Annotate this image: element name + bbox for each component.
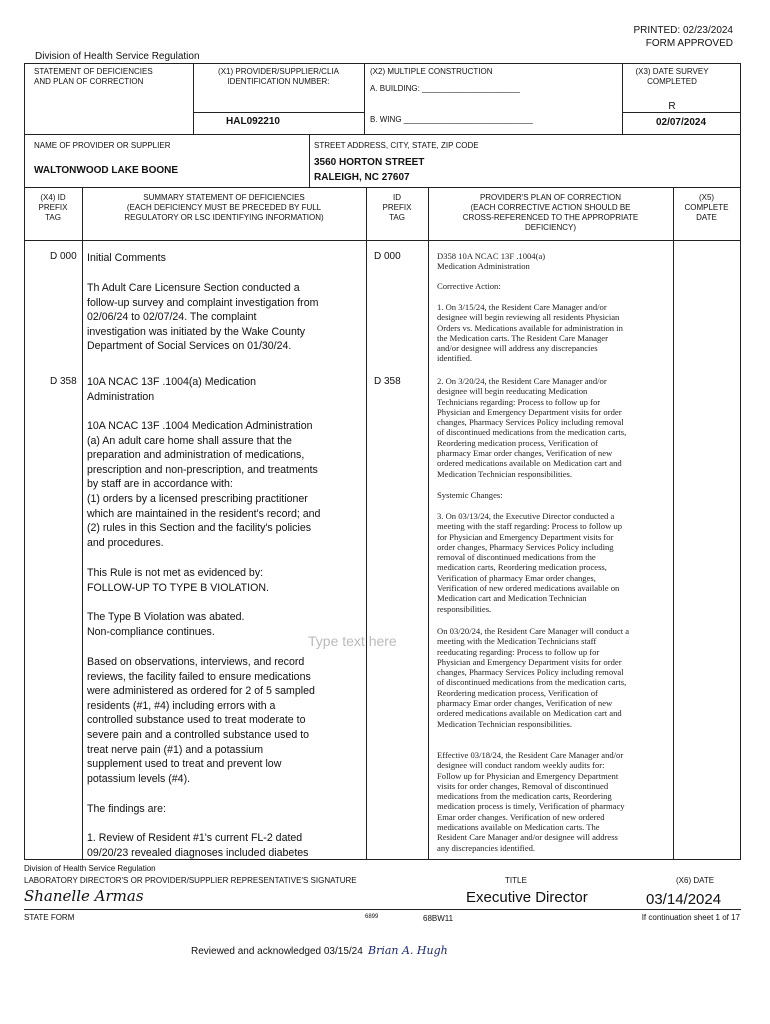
rule-left	[24, 63, 25, 859]
observations-text: Based on observations, interviews, and record reviews, the facility failed to ensure medications were administered as ordered for 2 of 5 sampled residents (#1, #4) including errors with a controlled substance used to treat moderate to severe pain and a controlled substance used to treat nerve pain (#1) and a potassium supplement used to treat and prevent low potassium levels (#4).	[87, 656, 315, 785]
rule-colheads	[24, 240, 741, 241]
plan-item-3: 3. On 03/13/24, the Executive Director conducted a meeting with the staff regarding: Process to follow up for Physician and Emergency Department visits for order changes, Pharmacy Services Policy including removal of discontinued medications from the medication carts, Reordering medication process, Verification of pharmacy Emar order changes, Verification of new ordered medications available on Medication cart and Medication Technician responsibilities.	[437, 511, 623, 614]
tag-d358-left: D 358	[50, 376, 77, 387]
signature-label: LABORATORY DIRECTOR'S OR PROVIDER/SUPPLIER REPRESENTATIVE'S SIGNATURE	[24, 876, 357, 885]
reviewer-signature: Brian A. Hugh	[368, 944, 448, 957]
plan-systemic-label: Systemic Changes:	[437, 490, 503, 500]
plan-item-4: On 03/20/24, the Resident Care Manager will conduct a meeting with the Medication Technicians staff reeducating regarding: Process to follow up for Physician and Emergency Department visits for order changes, Pharmacy Services Policy including removal of discontinued medications from the medication carts, Reordering medication process, Verification of pharmacy Emar order changes, Verification of new ordered medications available on Medication cart and Medication Technician responsibilities.	[437, 626, 630, 729]
wing-label: B. WING _____________________________	[370, 115, 533, 124]
col-head-plan: PROVIDER'S PLAN OF CORRECTION (EACH CORRECTIVE ACTION SHOULD BE CROSS-REFERENCED TO THE APPROPRIATE DEFICIENCY)	[462, 193, 639, 232]
rule-x3-split	[622, 112, 740, 113]
signer-title: Executive Director	[466, 889, 588, 906]
plan-item-1: 1. On 3/15/24, the Resident Care Manager and/or designee will begin reviewing all residents Physician Orders vs. Medications available for administration in the Medication carts. The Resident Care Manager and/or designee will address any discrepancies identified.	[437, 302, 623, 364]
plan-heading: D358 10A NCAC 13F .1004(a) Medication Administration	[437, 251, 546, 272]
statement-label: STATEMENT OF DEFICIENCIES AND PLAN OF CORRECTION	[34, 67, 153, 86]
type-text-placeholder[interactable]: Type text here	[308, 633, 397, 649]
rule-footer	[24, 859, 741, 860]
col-plan	[673, 187, 674, 859]
form-code-small: 6899	[365, 914, 379, 920]
x3-date: 02/07/2024	[655, 117, 707, 128]
col-summary	[366, 187, 367, 859]
state-form-label: STATE FORM	[24, 913, 75, 922]
rule-x2	[364, 63, 365, 134]
plan-corrective-label: Corrective Action:	[437, 281, 501, 291]
col-head-x5: (X5) COMPLETE DATE	[684, 193, 729, 222]
col-head-x4: (X4) ID PREFIX TAG	[38, 193, 68, 222]
x2-label: (X2) MULTIPLE CONSTRUCTION	[370, 67, 493, 76]
x3-label: (X3) DATE SURVEY COMPLETED	[635, 67, 709, 86]
address-line2: RALEIGH, NC 27607	[314, 172, 410, 183]
plan-item-5: Effective 03/18/24, the Resident Care Manager and/or designee will conduct random weekly audits for: Follow up for Physician and Emergency Department visits for order changes, Removal of discontinued medications from the medication carts, Reordering medication process is timely, Verification of pharmacy Emar order changes. Verification of new ordered medications available on Medication carts. The Resident Care Manager and/or designee will address any discrepancies identified.	[437, 750, 625, 853]
footer-division: Division of Health Service Regulation	[24, 864, 156, 873]
x1-value: HAL092210	[226, 116, 280, 127]
form-code: 68BW11	[423, 914, 454, 923]
building-label: A. BUILDING: ______________________	[370, 84, 520, 93]
provider-label: NAME OF PROVIDER OR SUPPLIER	[34, 141, 171, 150]
findings-text: The findings are:	[87, 803, 166, 815]
signature: Shanelle Armas	[24, 887, 144, 905]
abated-text: The Type B Violation was abated. Non-compliance continues.	[87, 611, 245, 638]
rule-top	[24, 63, 741, 64]
title-label: TITLE	[505, 876, 527, 885]
tag-d000-left: D 000	[50, 251, 77, 262]
rule-provider	[309, 134, 310, 187]
provider-name: WALTONWOOD LAKE BOONE	[34, 165, 179, 176]
plan-item-2: 2. On 3/20/24, the Resident Care Manager and/or designee will begin reeducating Medication Technicians regarding: Process to follow up for Physician and Emergency Department visits for order changes, Pharmacy Services Policy including removal of discontinued medications from the medication carts, Reordering medication process, Verification of pharmacy Emar order changes, Verification of new ordered medications available on Medication cart and Medication Technician responsibilities.	[437, 376, 627, 479]
signature-date: 03/14/2024	[646, 891, 722, 908]
col-head-summary: SUMMARY STATEMENT OF DEFICIENCIES (EACH DEFICIENCY MUST BE PRECEDED BY FULL REGULATORY OR LSC IDENTIFYING INFORMATION)	[124, 193, 324, 222]
continuation-sheet: If continuation sheet 1 of 17	[641, 913, 740, 922]
rule-x1-split	[193, 112, 364, 113]
x3-type: R	[668, 101, 676, 112]
rule-mid	[24, 134, 741, 135]
d358-rule-text: 10A NCAC 13F .1004 Medication Administration (a) An adult care home shall assure that the preparation and administration of medications, prescription and non-prescription, and treatments by staff are in accordance with: (1) orders by a licensed prescribing practitioner which are maintained in the resident's record; and (2) rules in this Section and the facility's policies and procedures.	[87, 420, 321, 549]
rule-right	[740, 63, 741, 859]
initial-comments-text: Th Adult Care Licensure Section conducted a follow-up survey and complaint investigation from 02/06/24 to 02/07/24. The complaint investigation was initiated by the Wake County Department of Social Services on 01/30/24.	[87, 282, 319, 353]
reviewed-text: Reviewed and acknowledged 03/15/24	[191, 946, 363, 957]
tag-d000-right: D 000	[374, 251, 401, 262]
division-title: Division of Health Service Regulation	[35, 51, 200, 62]
x1-label: (X1) PROVIDER/SUPPLIER/CLIA IDENTIFICATION NUMBER:	[218, 67, 339, 86]
initial-comments-title: Initial Comments	[87, 252, 166, 264]
tag-d358-right: D 358	[374, 376, 401, 387]
col-id	[428, 187, 429, 859]
review-text: 1. Review of Resident #1's current FL-2 dated 09/20/23 revealed diagnoses included diabetes	[87, 832, 309, 859]
print-header	[634, 24, 734, 50]
date-label: (X6) DATE	[676, 876, 715, 885]
d358-title: 10A NCAC 13F .1004(a) Medication Administration	[87, 376, 256, 403]
address-label: STREET ADDRESS, CITY, STATE, ZIP CODE	[314, 141, 479, 150]
rule-signature	[24, 909, 741, 910]
printed-date: PRINTED: 02/23/2024	[633, 25, 733, 36]
form-approved: FORM APPROVED	[645, 38, 733, 49]
address-line1: 3560 HORTON STREET	[314, 157, 425, 168]
col-head-id: ID PREFIX TAG	[382, 193, 412, 222]
not-met-text: This Rule is not met as evidenced by: FOLLOW-UP TO TYPE B VIOLATION.	[87, 567, 269, 594]
rule-address	[24, 187, 741, 188]
col-x4	[82, 187, 83, 859]
